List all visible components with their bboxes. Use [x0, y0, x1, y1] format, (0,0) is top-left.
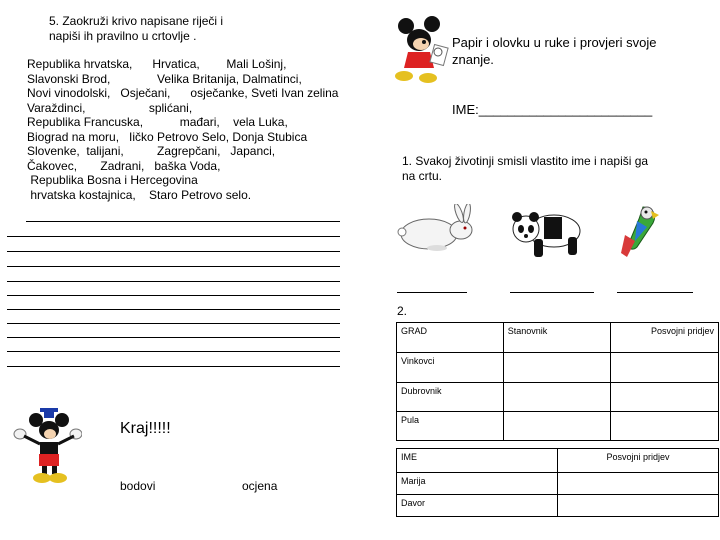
mickey-writing-illustration [394, 16, 450, 86]
points-label: bodovi [120, 479, 156, 493]
instruction-text: Papir i olovku u ruke i provjeri svoje znanje. [452, 35, 657, 67]
writing-line[interactable] [7, 351, 340, 352]
writing-line[interactable] [7, 295, 340, 296]
table-cell-name: Marija [397, 473, 558, 495]
word-line: Varaždinci, splićani, [27, 100, 193, 115]
writing-line[interactable] [26, 221, 340, 222]
writing-line[interactable] [7, 366, 340, 367]
animal-name-line[interactable] [510, 292, 594, 293]
task1-instruction: 1. Svakoj životinji smisli vlastito ime i napiši ga na crtu. [402, 154, 649, 183]
task5-word-list [27, 57, 338, 202]
word-line: Slovenke, talijani, Zagrepčani, Japanci, [27, 144, 276, 158]
writing-line[interactable] [7, 323, 340, 324]
panda-illustration [508, 207, 584, 259]
table-header: Posvojni pridjev [557, 449, 718, 473]
writing-line[interactable] [7, 266, 340, 267]
table-cell-city: Dubrovnik [397, 383, 504, 412]
table-cell-city: Pula [397, 412, 504, 441]
task5-title: 5. Zaokruži krivo napisane riječi i napiši ih pravilno u crtovlje . [49, 14, 224, 43]
end-text: Kraj!!!!! [120, 420, 171, 437]
animal-name-line[interactable] [397, 292, 467, 293]
name-table [396, 448, 719, 517]
table-header: GRAD [397, 323, 504, 353]
word-line: hrvatska kostajnica, Staro Petrovo selo. [27, 187, 252, 202]
animal-name-line[interactable] [617, 292, 693, 293]
table-header: Stanovnik [503, 323, 611, 353]
table-cell-input[interactable] [503, 383, 611, 412]
word-line: Republika Bosna i Hercegovina [27, 173, 198, 187]
table-cell-input[interactable] [557, 495, 718, 517]
city-table [396, 322, 719, 441]
table-cell-input[interactable] [503, 353, 611, 383]
table-header: IME [397, 449, 558, 473]
writing-line[interactable] [7, 309, 340, 310]
word-line: Republika Francuska, mađari, vela Luka, [27, 115, 288, 129]
grade-label: ocjena [242, 479, 278, 493]
table-header: Posvojni pridjev [611, 323, 719, 353]
writing-line[interactable] [7, 337, 340, 338]
table-cell-name: Davor [397, 495, 558, 517]
task2-number: 2. [397, 304, 408, 318]
table-cell-city: Vinkovci [397, 353, 504, 383]
writing-line[interactable] [7, 251, 340, 252]
word-line: Biograd na moru, Iičko Petrovo Selo, Donja Stubica [27, 129, 308, 144]
word-line: Čakovec, Zadrani, baška Voda, [27, 158, 221, 173]
name-field[interactable]: IME:________________________ [452, 102, 653, 117]
mickey-graduate-illustration [12, 406, 82, 486]
word-line: Republika hrvatska, Hrvatica, Mali Lošinj, [27, 57, 287, 71]
rabbit-illustration [397, 204, 479, 254]
writing-line[interactable] [7, 281, 340, 282]
parrot-illustration [613, 201, 661, 259]
table-cell-input[interactable] [611, 412, 719, 441]
word-line: Novi vinodolski, Osječani, osječanke, Sveti Ivan zelina [27, 86, 339, 100]
table-cell-input[interactable] [611, 353, 719, 383]
word-line: Slavonski Brod, Velika Britanija, Dalmatinci, [27, 71, 302, 86]
table-cell-input[interactable] [611, 383, 719, 412]
table-cell-input[interactable] [503, 412, 611, 441]
table-cell-input[interactable] [557, 473, 718, 495]
writing-line[interactable] [7, 236, 340, 237]
